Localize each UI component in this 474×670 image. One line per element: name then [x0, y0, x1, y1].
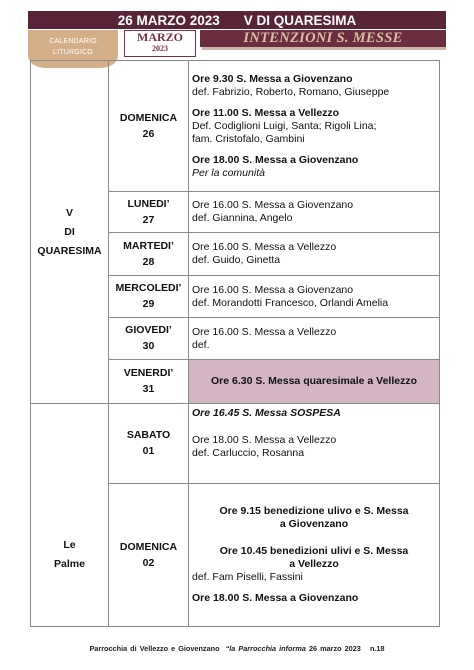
intentions-cell: Ore 16.00 S. Messa a Vellezzo def. Guido, Ginetta	[189, 233, 440, 276]
intentions-cell: Ore 9.15 benedizione ulivo e S. Messa a Giovenzano Ore 10.45 benedizioni ulivi e S. Messa a Vellezzo def. Fam Piselli, Fassini Ore 18.00 S. Messa a Giovenzano	[189, 484, 440, 627]
table-row	[31, 61, 440, 192]
intentions-cell: Ore 16.00 S. Messa a Giovenzano def. Giannina, Angelo	[189, 192, 440, 233]
mass-schedule-table	[30, 60, 440, 627]
year-label: 2023	[152, 44, 168, 53]
header-liturgical-week: V DI QUARESIMA	[243, 12, 357, 28]
intentions-cell: Ore 16.00 S. Messa a Vellezzo def.	[189, 318, 440, 360]
intentions-cell: Ore 16.45 S. Messa SOSPESA Ore 18.00 S. Messa a Vellezzo def. Carluccio, Rosanna	[189, 404, 440, 484]
day-cell: DOMENICA 02	[109, 484, 189, 627]
week-label-cell: V DI QUARESIMA	[31, 61, 109, 404]
feast-label-cell: Le Palme	[31, 404, 109, 627]
header-date: 26 MARZO 2023	[117, 12, 220, 28]
day-cell: MERCOLEDI’ 29	[109, 276, 189, 318]
intentions-cell: Ore 16.00 S. Messa a Giovenzano def. Morandotti Francesco, Orlandi Amelia	[189, 276, 440, 318]
month-label: MARZO	[137, 30, 183, 44]
table-row	[31, 404, 440, 484]
intentions-cell: Ore 9.30 S. Messa a Giovenzano def. Fabrizio, Roberto, Romano, Giuseppe Ore 11.00 S. Messa a Vellezzo Def. Codiglioni Luigi, Santa; Rigoli Lina; fam. Cristofalo, Gambini Ore 18.00 S. Messa a Giovenzano Per la comunità	[189, 61, 440, 192]
calendar-label-1: CALENDARIO	[49, 38, 97, 45]
day-cell: GIOVEDI’ 30	[109, 318, 189, 360]
day-cell: VENERDI’ 31	[109, 360, 189, 404]
footer-issue: n.18	[369, 644, 385, 653]
highlighted-intentions-cell: Ore 6.30 S. Messa quaresimale a Vellezzo	[189, 360, 440, 404]
section-title-shadow	[202, 47, 446, 50]
footer-publication: “la Parrocchia informa	[225, 644, 306, 653]
day-cell: DOMENICA 26	[109, 61, 189, 192]
footer-parish: Parrocchia di Vellezzo e Giovenzano	[89, 644, 220, 653]
header-bar	[28, 11, 446, 29]
footer	[0, 644, 474, 653]
footer-date: 26 marzo 2023	[308, 644, 361, 653]
month-box	[124, 30, 196, 57]
calendar-label-2: LITURGICO	[53, 49, 93, 56]
section-title: INTENZIONI S. MESSE	[200, 30, 446, 47]
day-cell: SABATO 01	[109, 404, 189, 484]
day-cell: MARTEDI’ 28	[109, 233, 189, 276]
day-cell: LUNEDI’ 27	[109, 192, 189, 233]
